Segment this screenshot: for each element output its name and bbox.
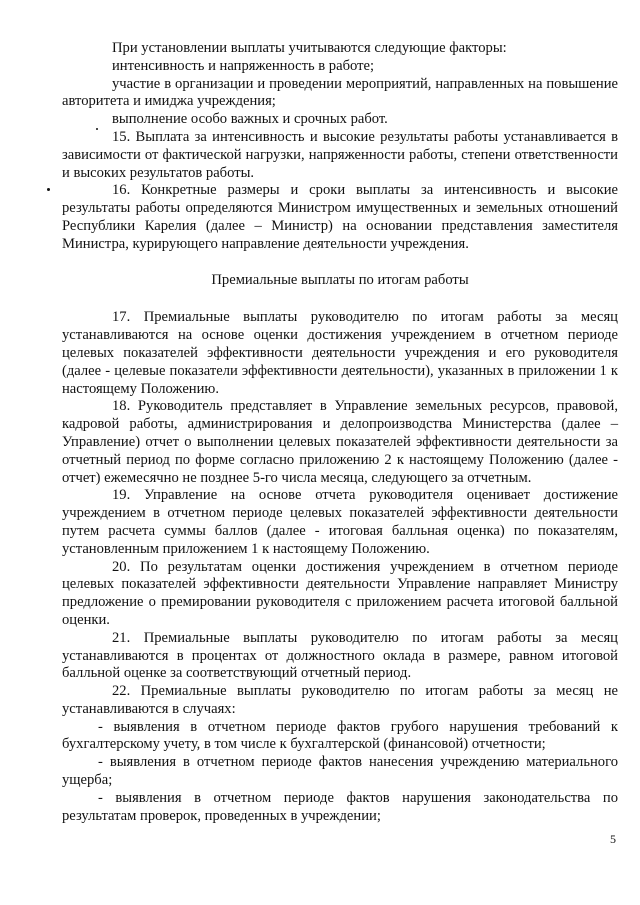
scan-speck [47, 188, 50, 191]
paragraph-18: 18. Руководитель представляет в Управление земельных ресурсов, правовой, кадровой работы, администрирования и делопроизводства Министерства (далее – Управление) отчет о выполнении целевых показателей эффективности деятельности за отчетный период по форме согласно приложению 2 к настоящему Положению (далее - отчет) ежемесячно не позднее 5-го числа месяца, следующего за отчетным. [62, 398, 618, 486]
paragraph-participation: участие в организации и проведении мероприятий, направленных на повышение авторитета и имиджа учреждения; [62, 75, 618, 110]
paragraph-16: 16. Конкретные размеры и сроки выплаты за интенсивность и высокие результаты работы определяются Министром имущественных и земельных отношений Республики Карелия (далее – Министр) на основании представления заместителя Министра, курирующего направление деятельности учреждения. [62, 182, 618, 252]
list-item-accounting-violation: - выявления в отчетном периоде фактов грубого нарушения требований к бухгалтерскому учету, в том числе к бухгалтерской (финансовой) отчетности; [62, 718, 618, 753]
list-item-legal-violation: - выявления в отчетном периоде фактов нарушения законодательства по результатам проверок, проведенных в учреждении; [62, 789, 618, 824]
paragraph-19: 19. Управление на основе отчета руководителя оценивает достижение учреждением в отчетном периоде целевых показателей эффективности деятельности путем расчета суммы баллов (далее - итоговая балльная оценка) по показателям, установленным приложением 1 к настоящему Положению. [62, 487, 618, 557]
section-heading: Премиальные выплаты по итогам работы [211, 271, 469, 288]
intro-line-factors: При установлении выплаты учитываются следующие факторы: [112, 40, 507, 56]
document-body [62, 40, 618, 825]
paragraph-17: 17. Премиальные выплаты руководителю по итогам работы за месяц устанавливаются на основе оценки достижения учреждением в отчетном периоде целевых показателей эффективности деятельности учреждения и его руководителя (далее - целевые показатели эффективности деятельности), указанных в приложении 1 к настоящему Положению. [62, 309, 618, 397]
page-number: 5 [610, 832, 616, 846]
list-item-material-damage: - выявления в отчетном периоде фактов нанесения учреждению материального ущерба; [62, 754, 618, 789]
paragraph-22: 22. Премиальные выплаты руководителю по итогам работы за месяц не устанавливаются в случаях: [62, 683, 618, 717]
paragraph-20: 20. По результатам оценки достижения учреждением в отчетном периоде целевых показателей эффективности деятельности Управление направляет Министру предложение о премировании руководителя с приложением расчета итоговой балльной оценки. [62, 558, 618, 628]
paragraph-21: 21. Премиальные выплаты руководителю по итогам работы за месяц устанавливаются в процентах от должностного оклада в размере, равном итоговой балльной оценке за соответствующий отчетный период. [62, 629, 618, 682]
intro-line-intensity: интенсивность и напряженность в работе; [112, 57, 375, 74]
paragraph-urgent-work: выполнение особо важных и срочных работ. [112, 111, 388, 128]
paragraph-15: 15. Выплата за интенсивность и высокие результаты работы устанавливается в зависимости от фактической нагрузки, напряженности работы, степени ответственности и высоких результатов работы. [62, 128, 618, 181]
